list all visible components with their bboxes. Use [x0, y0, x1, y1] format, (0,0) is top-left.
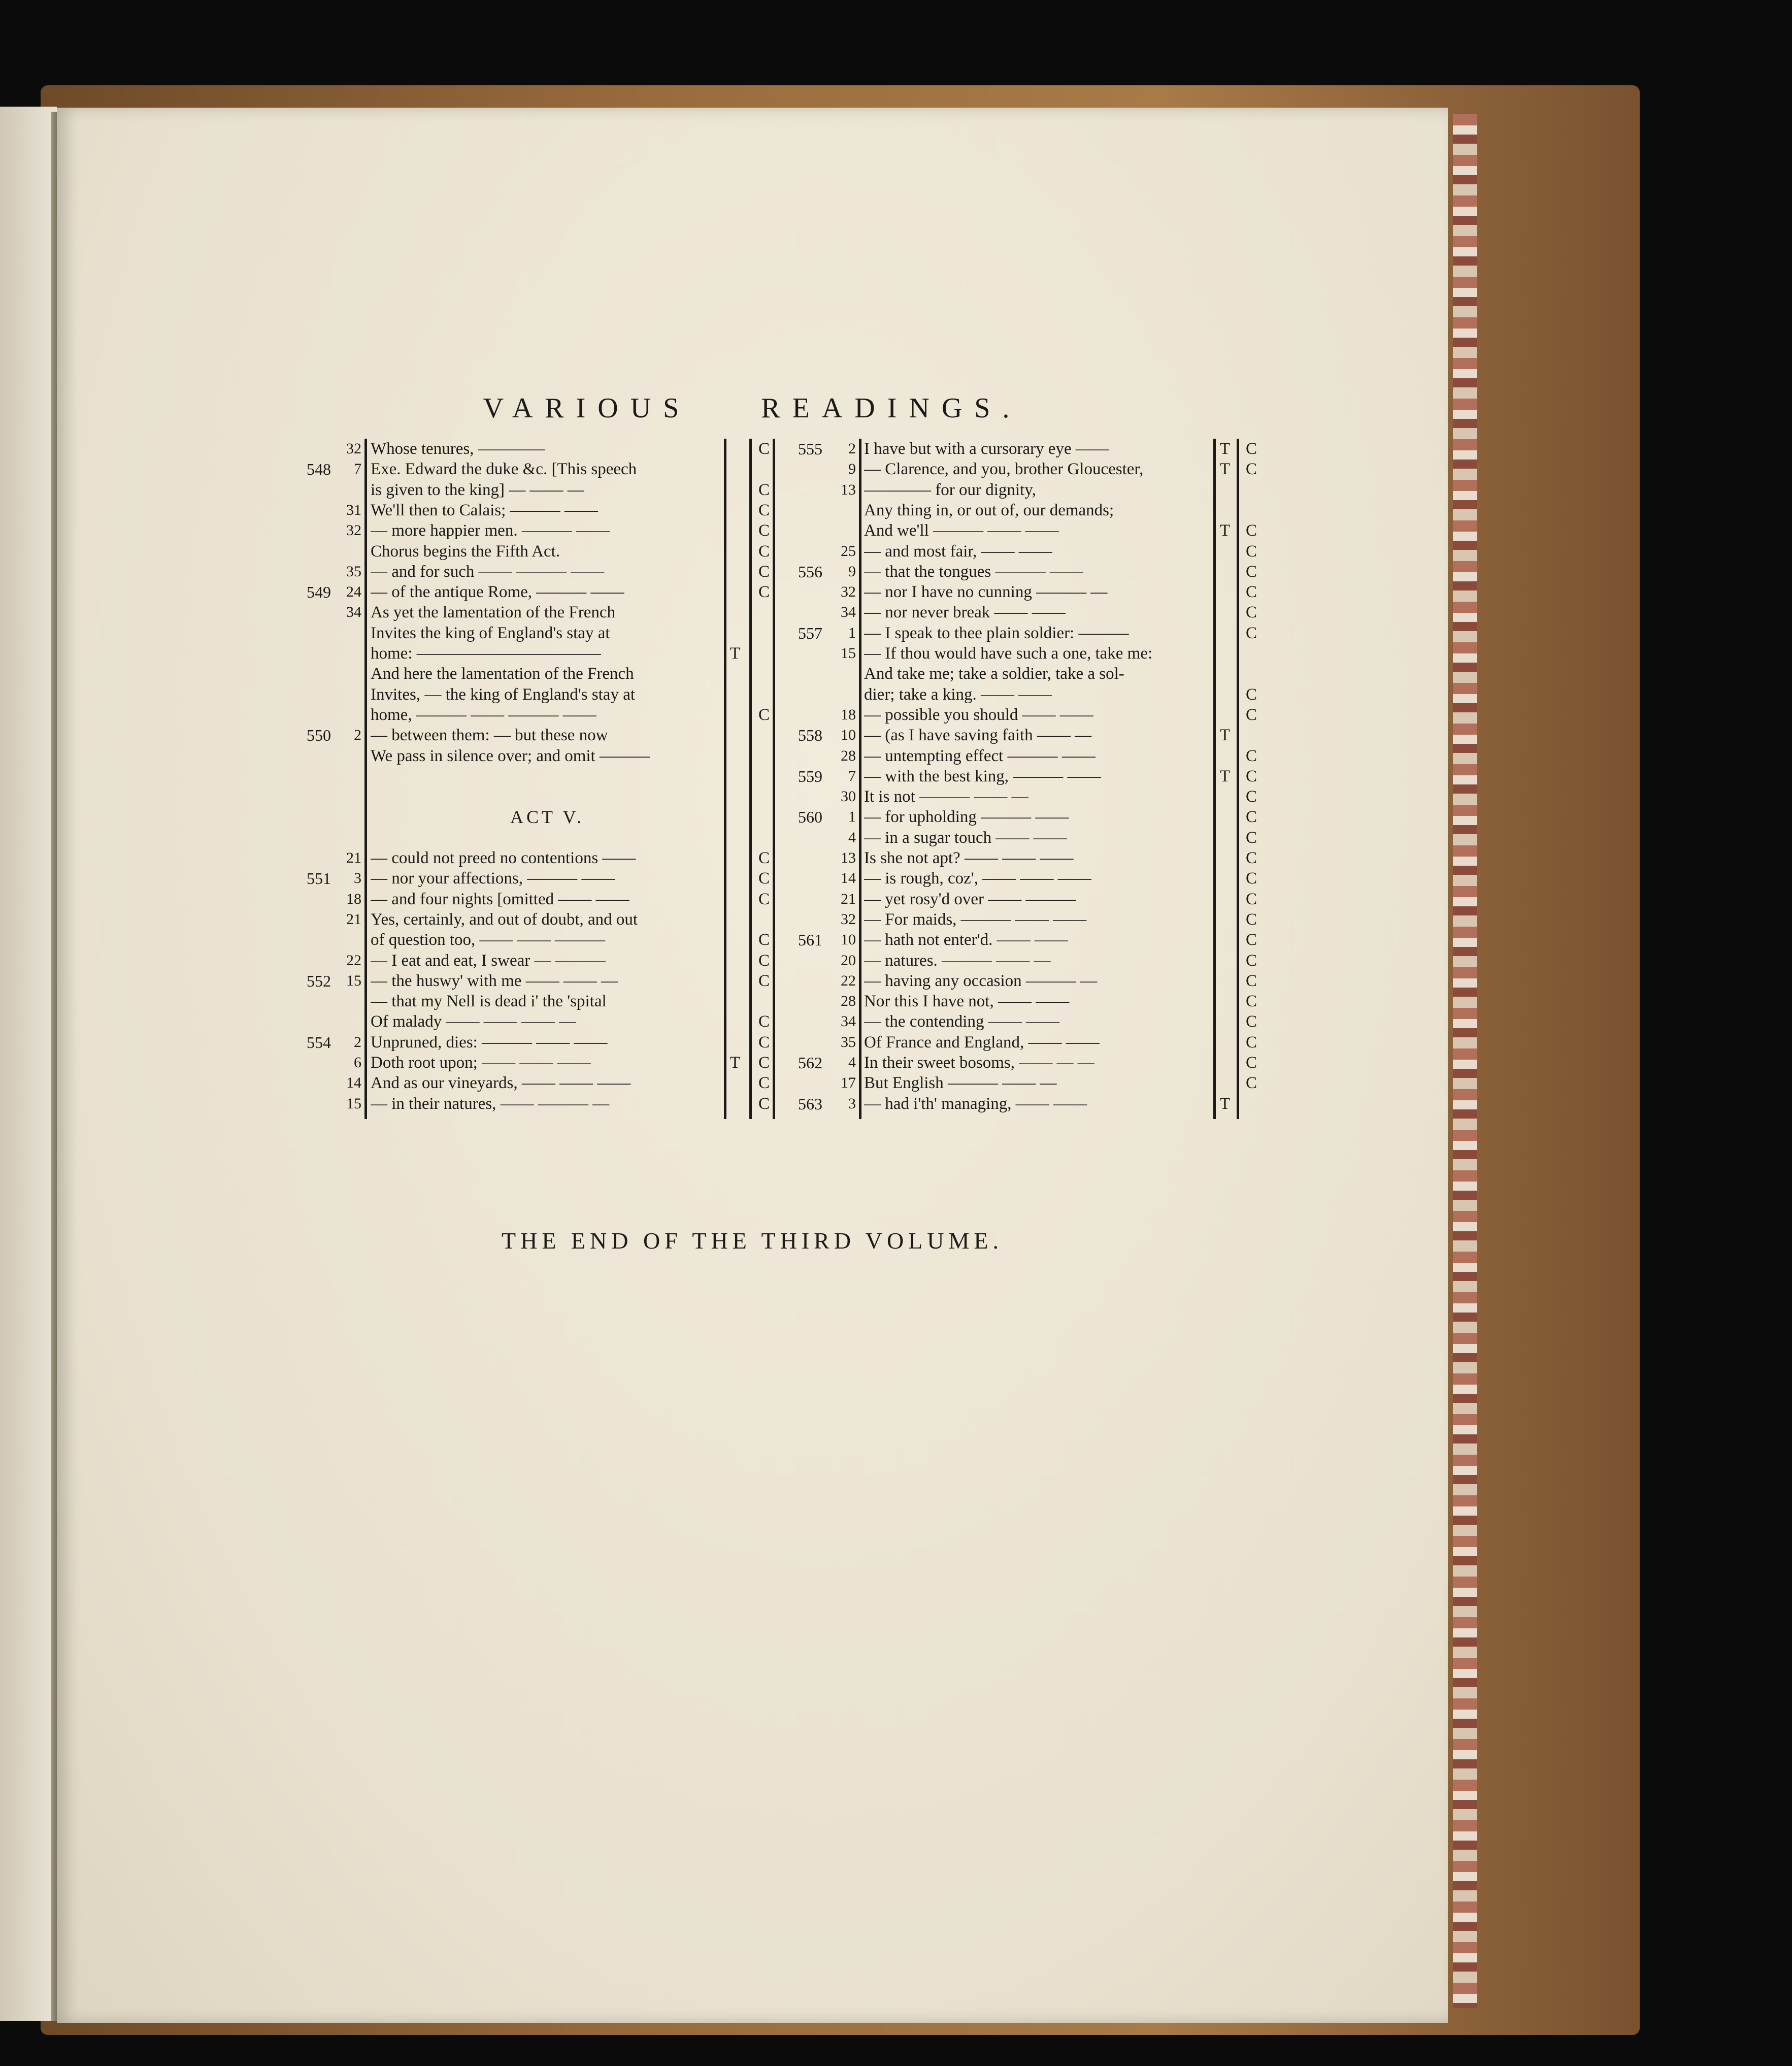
line-number: 9: [848, 461, 856, 478]
reading-text: — For maids, ——— —— ——: [864, 910, 1087, 929]
reading-text: Any thing in, or out of, our demands;: [864, 501, 1114, 519]
line-number: 1: [848, 808, 856, 826]
concordance-mark: C: [1245, 746, 1257, 765]
reading-text: — that the tongues ——— ——: [864, 562, 1083, 581]
reading-text: — of the antique Rome, ——— ——: [371, 583, 624, 602]
concordance-mark: C: [758, 501, 770, 519]
theobald-mark: T: [1219, 440, 1231, 458]
reading-text: — and most fair, —— ——: [864, 542, 1052, 561]
line-number: 21: [346, 849, 361, 866]
reading-text: Whose tenures, ————: [371, 440, 545, 458]
reading-text: — If thou would have such a one, take me:: [864, 644, 1153, 663]
reading-row: [783, 439, 1280, 459]
line-number: 2: [354, 1033, 361, 1051]
reading-row: [285, 725, 773, 745]
reading-row: [285, 562, 773, 582]
concordance-mark: C: [1245, 1074, 1257, 1093]
reading-text: Doth root upon; —— —— ——: [371, 1054, 591, 1072]
reading-row: [783, 1073, 1280, 1093]
concordance-mark: C: [1245, 440, 1257, 458]
line-number: 34: [346, 604, 361, 621]
reading-text: — I eat and eat, I swear — ———: [371, 951, 606, 970]
line-number: 32: [841, 583, 856, 601]
reading-row: [783, 868, 1280, 889]
concordance-mark: C: [1245, 542, 1257, 561]
reading-row: [783, 909, 1280, 930]
reading-text: — (as I have saving faith —— —: [864, 726, 1092, 745]
reading-text: — having any occasion ——— —: [864, 971, 1098, 990]
reading-text: Invites the king of England's stay at: [371, 624, 610, 642]
page-number: 557: [798, 624, 822, 642]
reading-text: — the contending —— ——: [864, 1012, 1059, 1031]
reading-text: Chorus begins the Fifth Act.: [371, 542, 560, 561]
page-number: 555: [798, 440, 822, 458]
reading-row: [783, 623, 1280, 643]
line-number: 15: [346, 1095, 361, 1112]
reading-row: [783, 480, 1280, 500]
line-number: 32: [346, 522, 361, 539]
concordance-mark: C: [758, 971, 770, 990]
concordance-mark: C: [758, 705, 770, 724]
line-number: 30: [841, 788, 856, 805]
line-number: 13: [841, 849, 856, 866]
page-number: 552: [307, 971, 331, 990]
line-number: 22: [841, 972, 856, 989]
concordance-mark: C: [1245, 1033, 1257, 1052]
line-number: 31: [346, 501, 361, 518]
concordance-mark: C: [1245, 583, 1257, 602]
reading-text: Exe. Edward the duke &c. [This speech: [371, 460, 637, 479]
reading-row: [285, 971, 773, 991]
line-number: 4: [848, 829, 856, 846]
concordance-mark: C: [758, 869, 770, 888]
line-number: 2: [354, 727, 361, 744]
reading-text: is given to the king] — —— —: [371, 480, 584, 499]
reading-row: [783, 930, 1280, 950]
line-number: 18: [346, 890, 361, 907]
concordance-mark: C: [758, 890, 770, 908]
line-number: 14: [841, 870, 856, 887]
page-number: 562: [798, 1054, 822, 1072]
reading-text: ACT V.: [510, 807, 585, 828]
line-number: 3: [848, 1095, 856, 1112]
reading-text: — nor I have no cunning ——— —: [864, 583, 1108, 602]
reading-row: [783, 848, 1280, 868]
reading-text: — the huswy' with me —— —— —: [371, 971, 618, 990]
concordance-mark: C: [1245, 624, 1257, 642]
reading-row: [285, 991, 773, 1011]
concordance-mark: C: [1245, 869, 1257, 888]
concordance-mark: C: [758, 931, 770, 949]
concordance-mark: C: [758, 480, 770, 499]
line-number: 34: [841, 604, 856, 621]
reading-text: — natures. ——— —— —: [864, 951, 1051, 970]
page-number: 558: [798, 726, 822, 745]
reading-text: Is she not apt? —— —— ——: [864, 849, 1074, 867]
act-heading-row: [285, 807, 773, 827]
line-number: 25: [841, 542, 856, 560]
concordance-mark: C: [758, 1033, 770, 1052]
concordance-mark: C: [1245, 521, 1257, 540]
line-number: 32: [841, 910, 856, 928]
various-readings-table: [285, 439, 1280, 1119]
reading-row: [285, 480, 773, 500]
reading-row: [285, 1073, 773, 1093]
theobald-mark: T: [729, 1054, 741, 1072]
line-number: 9: [848, 563, 856, 580]
line-number: 20: [841, 952, 856, 969]
concordance-mark: C: [1245, 808, 1257, 827]
concordance-mark: C: [1245, 562, 1257, 581]
reading-text: dier; take a king. —— ——: [864, 685, 1052, 704]
reading-text: I have but with a cursorary eye ——: [864, 440, 1109, 458]
reading-text: home: ———————————: [371, 644, 601, 663]
reading-row: [783, 889, 1280, 909]
concordance-mark: C: [758, 440, 770, 458]
theobald-mark: T: [1219, 767, 1231, 785]
reading-text: — yet rosy'd over —— ———: [864, 890, 1076, 908]
reading-text: And here the lamentation of the French: [371, 665, 634, 683]
line-number: 34: [841, 1013, 856, 1030]
reading-row: [783, 1032, 1280, 1053]
concordance-mark: C: [758, 583, 770, 602]
concordance-mark: C: [1245, 685, 1257, 704]
reading-row: [783, 500, 1280, 520]
line-number: 22: [346, 952, 361, 969]
concordance-mark: C: [758, 562, 770, 581]
reading-text: — between them: — but these now: [371, 726, 608, 745]
line-number: 35: [841, 1033, 856, 1051]
line-number: 10: [841, 727, 856, 744]
reading-row: [783, 807, 1280, 827]
reading-row: [285, 848, 773, 868]
reading-text: — Clarence, and you, brother Gloucester,: [864, 460, 1144, 479]
reading-text: Invites, — the king of England's stay at: [371, 685, 636, 704]
reading-row: [285, 541, 773, 562]
reading-row: [285, 766, 773, 786]
reading-row: [285, 582, 773, 602]
concordance-mark: C: [1245, 828, 1257, 847]
concordance-mark: C: [758, 1074, 770, 1093]
reading-text: — is rough, coz', —— —— ——: [864, 869, 1091, 888]
line-number: 15: [346, 972, 361, 989]
reading-text: Unpruned, dies: ——— —— ——: [371, 1033, 608, 1052]
reading-text: — nor your affections, ——— ——: [371, 869, 615, 888]
reading-row: [783, 786, 1280, 807]
reading-row: [285, 868, 773, 889]
reading-row: [285, 459, 773, 479]
reading-row: [783, 991, 1280, 1011]
line-number: 24: [346, 583, 361, 601]
theobald-mark: T: [1219, 460, 1231, 479]
reading-text: But English ——— —— —: [864, 1074, 1057, 1093]
reading-text: — and four nights [omitted —— ——: [371, 890, 629, 908]
reading-row: [285, 643, 773, 664]
reading-row: [783, 828, 1280, 848]
reading-row: [783, 950, 1280, 971]
concordance-mark: C: [1245, 890, 1257, 908]
reading-row: [285, 746, 773, 766]
reading-text: — could not preed no contentions ——: [371, 849, 636, 867]
right-column: [783, 439, 1280, 1119]
reading-row: [783, 459, 1280, 479]
concordance-mark: C: [758, 1012, 770, 1031]
page-number: 561: [798, 931, 822, 949]
line-number: 6: [354, 1054, 361, 1071]
concordance-mark: C: [758, 849, 770, 867]
reading-text: — and for such —— ——— ——: [371, 562, 605, 581]
reading-text: — possible you should —— ——: [864, 705, 1093, 724]
reading-row: [783, 643, 1280, 664]
concordance-mark: C: [758, 542, 770, 561]
concordance-mark: C: [1245, 971, 1257, 990]
concordance-mark: C: [1245, 460, 1257, 479]
concordance-mark: C: [1245, 788, 1257, 806]
reading-text: Yes, certainly, and out of doubt, and out: [371, 910, 638, 929]
line-number: 10: [841, 931, 856, 948]
reading-row: [285, 602, 773, 622]
reading-row: [783, 562, 1280, 582]
reading-row: [285, 950, 773, 971]
concordance-mark: C: [758, 951, 770, 970]
page-number: 556: [798, 562, 822, 581]
reading-text: — with the best king, ——— ——: [864, 767, 1101, 785]
theobald-mark: T: [729, 644, 741, 663]
reading-row: [285, 1032, 773, 1053]
reading-text: In their sweet bosoms, —— — —: [864, 1054, 1094, 1072]
concordance-mark: C: [1245, 910, 1257, 929]
end-of-volume-title: THE END OF THE THIRD VOLUME.: [502, 1228, 1003, 1254]
line-number: 28: [841, 747, 856, 764]
reading-text: Of France and England, —— ——: [864, 1033, 1100, 1052]
line-number: 28: [841, 993, 856, 1010]
reading-text: ———— for our dignity,: [864, 480, 1036, 499]
reading-text: — hath not enter'd. —— ——: [864, 931, 1068, 949]
line-number: 21: [841, 890, 856, 907]
reading-row: [285, 623, 773, 643]
concordance-mark: C: [1245, 1054, 1257, 1072]
reading-row: [285, 1011, 773, 1032]
reading-row: [285, 500, 773, 520]
page-number: 559: [798, 767, 822, 785]
line-number: 1: [848, 624, 856, 641]
reading-text: We'll then to Calais; ——— ——: [371, 501, 598, 519]
left-column: [285, 439, 773, 1119]
running-title: VARIOUS READINGS.: [483, 392, 1022, 424]
concordance-mark: C: [1245, 705, 1257, 724]
reading-text: — for upholding ——— ——: [864, 808, 1069, 827]
line-number: 4: [848, 1054, 856, 1071]
reading-text: And as our vineyards, —— —— ——: [371, 1074, 631, 1093]
line-number: 2: [848, 440, 856, 457]
concordance-mark: C: [1245, 992, 1257, 1011]
reading-row: [783, 541, 1280, 562]
book-page: [57, 108, 1448, 2023]
reading-text: of question too, —— —— ———: [371, 931, 605, 949]
reading-row: [783, 582, 1280, 602]
reading-row: [783, 705, 1280, 725]
reading-text: And we'll ——— —— ——: [864, 521, 1059, 540]
reading-row: [285, 664, 773, 684]
reading-text: home, ——— —— ——— ——: [371, 705, 596, 724]
line-number: 13: [841, 481, 856, 498]
page-number: 550: [307, 726, 331, 745]
reading-row: [783, 602, 1280, 622]
reading-text: And take me; take a soldier, take a sol-: [864, 665, 1124, 683]
theobald-mark: T: [1219, 521, 1231, 540]
reading-row: [285, 705, 773, 725]
line-number: 17: [841, 1074, 856, 1092]
reading-text: We pass in silence over; and omit ———: [371, 746, 650, 765]
reading-row: [285, 1094, 773, 1114]
reading-text: — in their natures, —— ——— —: [371, 1094, 610, 1113]
reading-row: [783, 1094, 1280, 1114]
concordance-mark: C: [1245, 951, 1257, 970]
reading-row: [783, 684, 1280, 705]
reading-row: [285, 684, 773, 705]
concordance-mark: C: [758, 1054, 770, 1072]
reading-text: — in a sugar touch —— ——: [864, 828, 1067, 847]
concordance-mark: C: [1245, 767, 1257, 785]
line-number: 21: [346, 910, 361, 928]
line-number: 32: [346, 440, 361, 457]
reading-text: — that my Nell is dead i' the 'spital: [371, 992, 607, 1011]
page-number: 554: [307, 1033, 331, 1052]
reading-row: [285, 909, 773, 930]
concordance-mark: C: [1245, 849, 1257, 867]
line-number: 18: [841, 706, 856, 723]
marbled-page-edge: [1453, 114, 1477, 2008]
reading-text: As yet the lamentation of the French: [371, 603, 616, 622]
concordance-mark: C: [758, 521, 770, 540]
concordance-mark: C: [758, 1094, 770, 1113]
line-number: 35: [346, 563, 361, 580]
page-number: 560: [798, 808, 822, 827]
concordance-mark: C: [1245, 1012, 1257, 1031]
reading-text: — more happier men. ——— ——: [371, 521, 610, 540]
page-number: 551: [307, 869, 331, 888]
reading-row: [783, 971, 1280, 991]
line-number: 7: [354, 461, 361, 478]
reading-text: It is not ——— —— —: [864, 788, 1028, 806]
reading-row: [285, 439, 773, 459]
theobald-mark: T: [1219, 726, 1231, 745]
reading-text: Of malady —— —— —— —: [371, 1012, 576, 1031]
line-number: 7: [848, 767, 856, 784]
reading-text: — had i'th' managing, —— ——: [864, 1094, 1087, 1113]
reading-text: Nor this I have not, —— ——: [864, 992, 1070, 1011]
line-number: 15: [841, 645, 856, 662]
concordance-mark: C: [1245, 931, 1257, 949]
page-number: 549: [307, 583, 331, 602]
reading-row: [783, 664, 1280, 684]
reading-row: [783, 766, 1280, 786]
theobald-mark: T: [1219, 1094, 1231, 1113]
reading-row: [783, 725, 1280, 745]
page-number: 548: [307, 460, 331, 479]
left-page-edge: [0, 107, 57, 2021]
reading-row: [285, 828, 773, 848]
page-number: 563: [798, 1094, 822, 1113]
reading-row: [285, 930, 773, 950]
reading-row: [285, 1053, 773, 1073]
concordance-mark: C: [1245, 603, 1257, 622]
reading-text: — untempting effect ——— ——: [864, 746, 1096, 765]
reading-text: — nor never break —— ——: [864, 603, 1066, 622]
line-number: 14: [346, 1074, 361, 1092]
reading-row: [285, 786, 773, 807]
reading-row: [783, 1053, 1280, 1073]
reading-row: [783, 746, 1280, 766]
reading-row: [285, 889, 773, 909]
reading-row: [285, 520, 773, 541]
reading-text: — I speak to thee plain soldier: ———: [864, 624, 1129, 642]
line-number: 3: [354, 870, 361, 887]
reading-row: [783, 520, 1280, 541]
reading-row: [783, 1011, 1280, 1032]
